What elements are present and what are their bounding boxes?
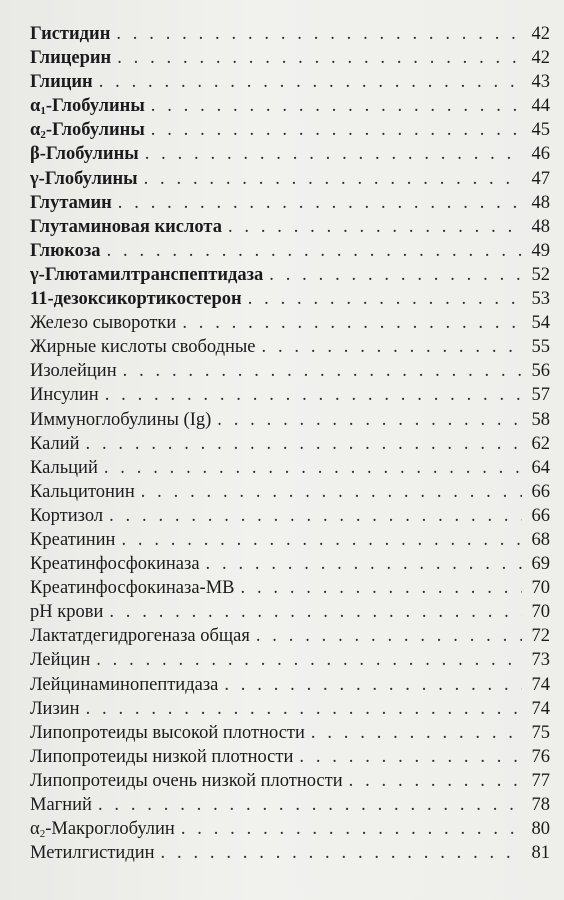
entry-title [30,528,115,552]
entry-title [30,817,175,841]
entry-text: 11-дезоксикортикостерон [30,289,242,310]
toc-entry [30,118,550,142]
entry-text: Гистидин [30,24,111,44]
toc-entry [30,22,550,46]
toc-entry [30,697,550,721]
toc-entry [30,600,550,624]
dot-leader [144,167,522,191]
page-number: 45 [531,120,550,141]
dot-leader [86,432,522,456]
dot-leader [241,576,523,600]
page-number: 54 [531,313,550,334]
page-number: 47 [531,168,550,189]
toc-entry [30,46,550,70]
toc-entry [30,456,550,480]
entry-title [30,408,211,432]
entry-title [30,335,256,359]
toc-entry [30,841,550,865]
entry-title [30,359,117,383]
page-number: 77 [531,770,550,791]
dot-leader [104,456,522,480]
entry-text: γ-Глютамилтранспептидаза [30,264,264,285]
page-number: 43 [531,72,550,93]
entry-text: Магний [30,795,92,815]
page-number: 80 [531,819,550,840]
page-number: 66 [531,505,550,526]
entry-text: Лейцин [30,650,91,671]
entry-text: Лактатдегидрогеназа общая [30,626,250,647]
entry-title [30,432,80,456]
page-number: 48 [531,192,550,213]
page-number: 70 [531,602,550,623]
entry-title [30,456,98,480]
entry-title [30,648,90,672]
dot-leader [299,745,522,769]
page-number: 57 [531,385,550,406]
page-number: 73 [531,650,550,671]
page-number: 72 [531,626,550,647]
dot-leader [256,624,522,648]
dot-leader [86,697,522,721]
dot-leader [269,263,522,287]
entry-title [30,793,92,817]
entry-title [30,480,135,504]
entry-title [30,624,250,648]
dot-leader [145,142,522,166]
entry-title [30,22,110,46]
entry-text: Креатинин [30,529,116,550]
entry-title [30,215,222,239]
page-number: 74 [531,698,550,719]
dot-leader [105,383,522,407]
entry-text: Кальций [30,457,98,478]
entry-title [30,721,305,745]
toc-entry [30,624,550,648]
entry-text: Железо сыворотки [30,313,177,334]
toc-entry [30,552,550,576]
toc-entry [30,817,550,841]
entry-text: Лейцинаминопептидаза [30,674,219,695]
dot-leader [121,528,522,552]
page-number: 62 [531,433,550,454]
page-number: 58 [531,409,550,430]
entry-title [30,94,145,118]
entry-text: pH крови [30,602,104,623]
dot-leader [96,648,522,672]
entry-text: Жирные кислоты свободные [30,337,256,358]
entry-text: Глюкоза [30,240,101,261]
entry-title [30,600,103,624]
page-number: 46 [531,144,550,165]
page-number: 70 [531,578,550,599]
page-number: 55 [531,337,550,358]
toc-entry [30,576,550,600]
dot-leader [107,239,522,263]
entry-title [30,504,103,528]
page-number: 64 [531,457,550,478]
toc-entry [30,191,550,215]
entry-title [30,745,293,769]
toc-entry [30,769,550,793]
entry-text: Креатинфосфокиназа [30,554,200,575]
page-number: 44 [531,96,550,117]
entry-text: Лизин [30,698,80,719]
entry-text: Изолейцин [30,361,117,382]
entry-text: Глицин [30,72,93,93]
entry-title [30,311,176,335]
toc-entry [30,793,550,817]
dot-leader [116,22,522,46]
toc-entry [30,721,550,745]
entry-title [30,287,242,311]
toc-entry [30,263,550,287]
dot-leader [117,46,522,70]
entry-text: -Глобулины [45,96,145,117]
page-number: 53 [531,289,550,310]
dot-leader [182,311,522,335]
toc-entry [30,311,550,335]
toc-entry [30,142,550,166]
entry-title [30,841,155,865]
dot-leader [151,118,522,142]
dot-leader [248,287,522,311]
subscript-index: 1 [40,105,46,118]
dot-leader [217,408,522,432]
toc-entry [30,480,550,504]
toc-entry [30,504,550,528]
entry-title [30,142,139,166]
entry-title [30,118,145,142]
toc-entry [30,528,550,552]
entry-title [30,167,138,191]
page-number: 76 [531,746,550,767]
dot-leader [109,600,522,624]
page-number: 66 [531,481,550,502]
toc-entry [30,287,550,311]
entry-text: Липопротеиды высокой плотности [30,722,305,743]
toc-entry [30,94,550,118]
entry-text: Инсулин [30,385,99,406]
page-number: 52 [531,264,550,285]
toc-entry [30,70,550,94]
dot-leader [151,94,522,118]
dot-leader [349,769,522,793]
toc-entry [30,167,550,191]
subscript-index: 2 [40,129,46,142]
dot-leader [262,335,522,359]
toc-entry [30,432,550,456]
toc-entry [30,673,550,697]
dot-leader [118,191,522,215]
table-of-contents [30,22,550,865]
page-number: 48 [531,216,550,237]
entry-text: Иммуноглобулины (Ig) [30,409,212,430]
entry-text: Метилгистидин [30,843,155,864]
entry-title [30,769,343,793]
dot-leader [228,215,522,239]
dot-leader [161,841,522,865]
entry-text: -Макроглобулин [45,819,175,840]
entry-text: Липопротеиды очень низкой плотности [30,770,343,791]
entry-title [30,191,112,215]
greek-prefix: α [30,120,41,141]
toc-entry [30,359,550,383]
greek-prefix: α [30,96,41,117]
dot-leader [98,793,522,817]
page-number: 56 [531,361,550,382]
entry-text: -Глобулины [45,120,145,141]
entry-title [30,576,235,600]
page-number: 75 [531,722,550,743]
entry-title [30,239,101,263]
entry-title [30,46,111,70]
dot-leader [311,721,522,745]
entry-text: Креатинфосфокиназа-MB [30,578,235,599]
toc-entry [30,745,550,769]
page-number: 74 [531,674,550,695]
page-number: 49 [531,240,550,261]
dot-leader [109,504,522,528]
entry-text: Калий [30,433,80,454]
dot-leader [224,673,522,697]
entry-text: β-Глобулины [30,144,139,165]
page-number: 68 [531,529,550,550]
toc-entry [30,648,550,672]
subscript-index: 2 [39,828,46,841]
entry-text: γ-Глобулины [30,168,138,189]
entry-title [30,263,263,287]
dot-leader [123,359,522,383]
toc-entry [30,335,550,359]
toc-entry [30,408,550,432]
entry-text: Кортизол [30,505,104,526]
entry-title [30,70,93,94]
entry-text: Глицерин [30,48,112,69]
greek-prefix: α [30,819,40,840]
dot-leader [181,817,522,841]
toc-entry [30,383,550,407]
dot-leader [141,480,522,504]
toc-entry [30,215,550,239]
page-number: 81 [531,843,550,864]
entry-text: Глутаминовая кислота [30,216,222,237]
page-number: 42 [531,48,550,69]
toc-entry [30,239,550,263]
page-number: 69 [531,554,550,575]
entry-title [30,673,218,697]
page-number: 42 [531,24,550,44]
page-number: 78 [531,795,550,815]
entry-text: Кальцитонин [30,481,135,502]
entry-title [30,552,200,576]
entry-text: Липопротеиды низкой плотности [30,746,294,767]
entry-text: Глутамин [30,192,112,213]
dot-leader [99,70,522,94]
entry-title [30,697,80,721]
entry-title [30,383,99,407]
dot-leader [206,552,522,576]
